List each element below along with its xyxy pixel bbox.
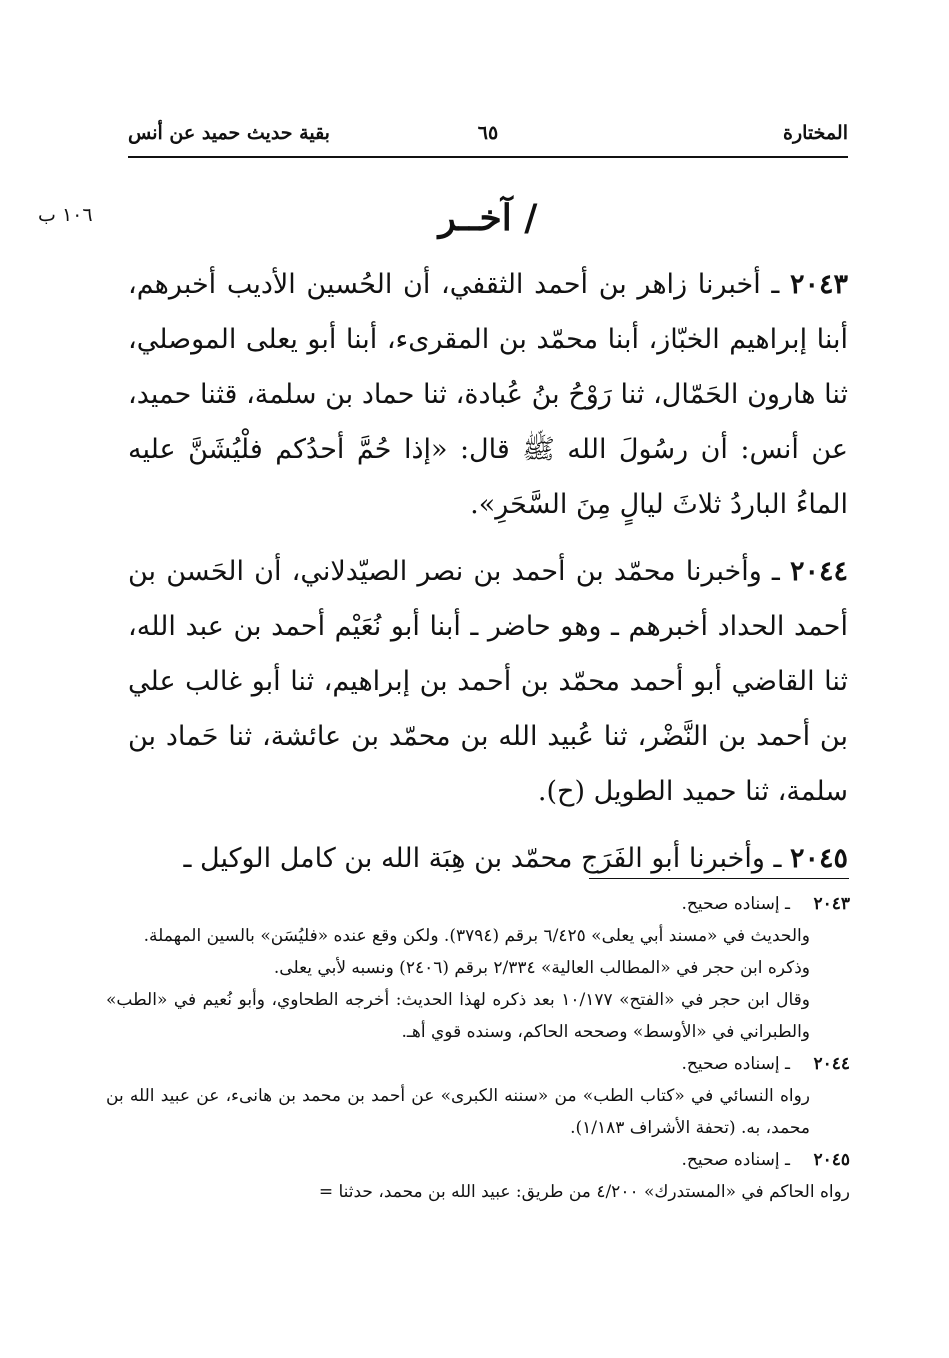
footnote-line: وقال ابن حجر في «الفتح» ١٠/١٧٧ بعد ذكره لهذا الحديث: أخرجه الطحاوي، وأبو نُعيم في «الطب» والطبراني في «الأوسط» وصححه الحاكم، وسنده قوي أهـ. [106,990,810,1042]
hadith-number: ٢٠٤٤ [789,556,848,587]
footnote-line: وذكره ابن حجر في «المطالب العالية» ٢/٣٣٤ برقم (٢٤٠٦) ونسبه لأبي يعلى. [273,958,810,978]
manuscript-folio-ref: ١٠٦ ب [38,204,93,226]
main-text [128,257,848,898]
header-book-title: المختارة [783,122,848,144]
hadith-text: ـ وأخبرنا محمّد بن أحمد بن نصر الصيّدلاني، أن الحَسن بن أحمد الحداد أخبرهم ـ وهو حاضر ـ أبنا أبو نُعَيْم أحمد بن عبد الله، ثنا القاضي أبو أحمد محمّد بن أحمد بن إبراهيم، ثنا أبو غالب علي بن أحمد بن النَّضْر، ثنا عُبيد الله بن محمّد بن عائشة، ثنا حَماد بن سلمة، ثنا حميد الطويل (ح). [128,556,848,807]
footnote-separator [589,878,849,879]
hadith-number: ٢٠٤٥ [789,843,848,874]
page-number: ٦٥ [477,122,499,144]
footnote-line: ـ إسناده صحيح. [681,894,790,914]
hadith-paragraph [128,544,848,819]
hadith-text: ـ أخبرنا زاهر بن أحمد الثقفي، أن الحُسين الأديب أخبرهم، أبنا إبراهيم الخبّاز، أبنا محمّد بن المقرىء، أبنا أبو يعلى الموصلي، ثنا هارون الحَمّال، ثنا رَوْحُ بنُ عُبادة، ثنا حماد بن سلمة، قثنا حميد، عن أنس: أن رسُولَ الله ﷺ قال: «إذا حُمَّ أحدُكم فلْيُشَنَّ عليه الماءُ الباردُ ثلاثَ ليالٍ مِنَ السَّحَرِ». [128,269,848,520]
footnote-number: ٢٠٤٣ [813,894,850,914]
hadith-paragraph [128,257,848,532]
header-rule [128,156,848,158]
running-header [128,118,848,158]
footnote-line: رواه النسائي في «كتاب الطب» من «سننه الكبرى» عن أحمد بن محمد بن هانىء، عن عبيد الله بن محمد، به. (تحفة الأشراف ١/١٨٣). [106,1086,810,1138]
footnotes [106,888,850,1208]
footnote [106,888,850,1048]
hadith-text: ـ وأخبرنا أبو الفَرَج محمّد بن هِبَة الله بن كامل الوكيل ـ [183,843,782,874]
footnote-line: رواه الحاكم في «المستدرك» ٤/٢٠٠ من طريق: عبيد الله بن محمد، حدثنا = [318,1182,850,1202]
footnote-line: ـ إسناده صحيح. [681,1054,790,1074]
hadith-number: ٢٠٤٣ [789,269,848,300]
footnote-number: ٢٠٤٤ [813,1054,850,1074]
footnote [106,1144,850,1208]
footnote-line: ـ إسناده صحيح. [681,1150,790,1170]
section-title: / آخــر [438,197,538,239]
header-chapter-title: بقية حديث حميد عن أنس [128,122,330,144]
footnote-number: ٢٠٤٥ [813,1150,850,1170]
footnote-line: والحديث في «مسند أبي يعلى» ٦/٤٢٥ برقم (٣٧٩٤). ولكن وقع عنده «فليُسَن» بالسين المهملة. [143,926,810,946]
footnote [106,1048,850,1144]
